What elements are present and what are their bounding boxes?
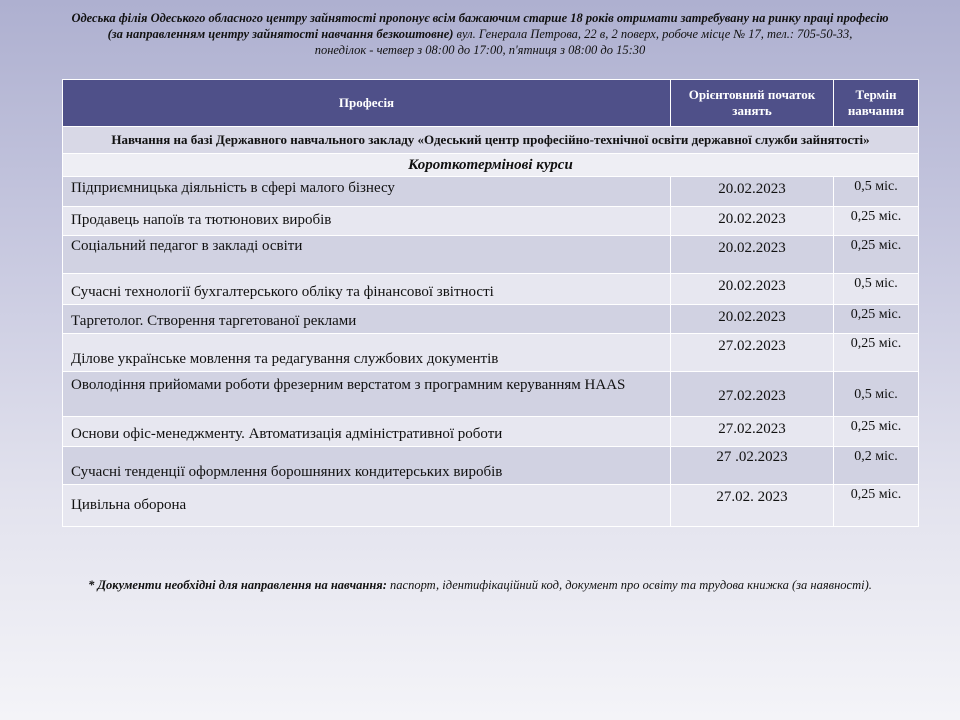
documents-footnote bbox=[20, 578, 940, 593]
column-header-profession: Професія bbox=[63, 80, 671, 127]
table-row bbox=[63, 177, 919, 207]
term-cell: 0,25 міс. bbox=[834, 334, 919, 372]
announcement-header bbox=[20, 10, 940, 58]
term-cell: 0,25 міс. bbox=[834, 207, 919, 236]
header-line-1: Одеська філія Одеського обласного центру зайнятості пропонує всім бажаючим старше 18 років отримати затребувану на ринку праці професію bbox=[71, 11, 889, 25]
table-row bbox=[63, 207, 919, 236]
profession-cell: Ділове українське мовлення та редагування службових документів bbox=[63, 334, 671, 372]
table-row bbox=[63, 485, 919, 527]
profession-cell: Цивільна оборона bbox=[63, 485, 671, 527]
term-cell: 0,5 міс. bbox=[834, 177, 919, 207]
start-date-cell: 27.02.2023 bbox=[671, 417, 834, 447]
term-cell: 0,25 міс. bbox=[834, 305, 919, 334]
table-row bbox=[63, 274, 919, 305]
profession-cell: Сучасні тенденції оформлення борошняних кондитерських виробів bbox=[63, 447, 671, 485]
start-date-cell: 20.02.2023 bbox=[671, 207, 834, 236]
start-date-cell: 27.02.2023 bbox=[671, 372, 834, 417]
profession-cell: Оволодіння прийомами роботи фрезерним верстатом з програмним керуванням HAAS bbox=[63, 372, 671, 417]
column-header-term: Термін навчання bbox=[834, 80, 919, 127]
term-cell: 0,5 міс. bbox=[834, 372, 919, 417]
table-row bbox=[63, 372, 919, 417]
header-line-3: понеділок - четвер з 08:00 до 17:00, п'ятниця з 08:00 до 15:30 bbox=[314, 43, 646, 57]
footnote-lead: * Документи необхідні для направлення на навчання: bbox=[88, 578, 387, 592]
profession-cell: Підприємницька діяльність в сфері малого бізнесу bbox=[63, 177, 671, 207]
profession-cell: Таргетолог. Створення таргетованої реклами bbox=[63, 305, 671, 334]
table-row bbox=[63, 334, 919, 372]
term-cell: 0,2 міс. bbox=[834, 447, 919, 485]
start-date-cell: 20.02.2023 bbox=[671, 305, 834, 334]
term-cell: 0,5 міс. bbox=[834, 274, 919, 305]
institution-row bbox=[63, 127, 919, 154]
table-row bbox=[63, 447, 919, 485]
start-date-cell: 27 .02.2023 bbox=[671, 447, 834, 485]
courses-table bbox=[62, 79, 919, 527]
start-date-cell: 20.02.2023 bbox=[671, 177, 834, 207]
term-cell: 0,25 міс. bbox=[834, 236, 919, 274]
start-date-cell: 27.02. 2023 bbox=[671, 485, 834, 527]
section-row bbox=[63, 154, 919, 177]
profession-cell: Продавець напоїв та тютюнових виробів bbox=[63, 207, 671, 236]
header-free-note: (за направленням центру зайнятості навчання безкоштовне) bbox=[107, 27, 454, 41]
start-date-cell: 27.02.2023 bbox=[671, 334, 834, 372]
profession-cell: Соціальний педагог в закладі освіти bbox=[63, 236, 671, 274]
table-row bbox=[63, 236, 919, 274]
header-line-2 bbox=[20, 26, 940, 42]
table-header-row bbox=[63, 80, 919, 127]
institution-label: Навчання на базі Державного навчального закладу «Одеський центр професійно-технічної освіти державної служби зайнятості» bbox=[63, 127, 919, 154]
term-cell: 0,25 міс. bbox=[834, 485, 919, 527]
column-header-start: Орієнтовний початок занять bbox=[671, 80, 834, 127]
header-address: вул. Генерала Петрова, 22 в, 2 поверх, робоче місце № 17, тел.: 705-50-33, bbox=[456, 27, 853, 41]
table-row bbox=[63, 305, 919, 334]
section-label: Короткотермінові курси bbox=[63, 154, 919, 177]
footnote-documents: паспорт, ідентифікаційний код, документ про освіту та трудова книжка (за наявності). bbox=[386, 578, 872, 592]
profession-cell: Сучасні технології бухгалтерського обліку та фінансової звітності bbox=[63, 274, 671, 305]
term-cell: 0,25 міс. bbox=[834, 417, 919, 447]
table-row bbox=[63, 417, 919, 447]
start-date-cell: 20.02.2023 bbox=[671, 274, 834, 305]
profession-cell: Основи офіс-менеджменту. Автоматизація адміністративної роботи bbox=[63, 417, 671, 447]
start-date-cell: 20.02.2023 bbox=[671, 236, 834, 274]
